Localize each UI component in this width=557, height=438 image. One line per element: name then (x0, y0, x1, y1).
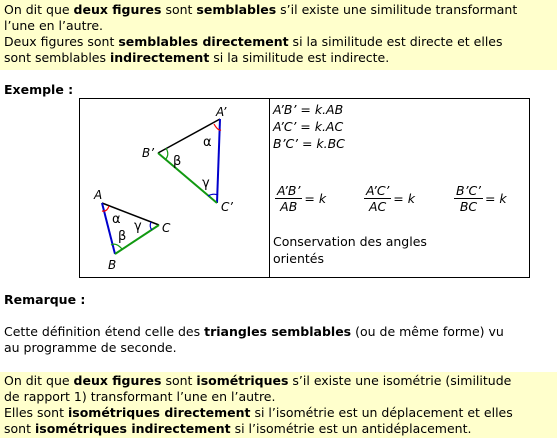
equation-ac: A’C’ = k.AC (273, 119, 344, 134)
definition-directement (4, 34, 553, 66)
fraction-rhs: = k (393, 191, 415, 206)
text: l’une en l’autre. (4, 18, 103, 33)
ratio-fractions (275, 183, 515, 223)
fraction-numerator: A’B’ (277, 183, 301, 198)
angle-gamma-2: γ (202, 176, 210, 191)
text: si la similitude est directe et elles (288, 34, 503, 49)
angle-beta: β (118, 229, 127, 244)
fraction-rhs: = k (304, 191, 327, 206)
isometrie-block (0, 372, 557, 438)
exemple-heading: Exemple : (4, 82, 74, 97)
text: si l’isométrie est un antidéplacement. (230, 421, 472, 436)
text: Elles sont (4, 405, 68, 420)
text: Deux figures sont (4, 34, 119, 49)
text: sont (4, 421, 35, 436)
term-semblables: semblables (196, 2, 277, 17)
text: au programme de seconde. (4, 340, 177, 355)
remarque-heading: Remarque : (4, 292, 86, 307)
angle-beta-2: β (173, 154, 182, 169)
text: si l’isométrie est un déplacement et elles (250, 405, 513, 420)
angle-alpha-2: α (203, 135, 212, 150)
definition-iso-directement (4, 405, 553, 437)
figure-cell (80, 99, 270, 278)
label-b: B (108, 258, 117, 272)
conservation-note (273, 233, 427, 267)
term-isometriques-directement: isométriques directement (67, 405, 251, 420)
equations-cell (270, 99, 530, 278)
text: On dit que (4, 373, 74, 388)
text: (ou de même forme) vu (351, 324, 504, 339)
term-isometriques: isométriques (196, 373, 289, 388)
definition-semblables (4, 2, 553, 34)
fraction-denominator: AC (369, 199, 387, 214)
text: Cette définition étend celle des (4, 324, 205, 339)
term-indirectement: indirectement (110, 50, 210, 65)
example-table (79, 98, 530, 278)
equation-bc: B’C’ = k.BC (273, 136, 345, 151)
label-a2: A’ (216, 105, 227, 119)
term-isometriques-indirectement: isométriques indirectement (34, 421, 231, 436)
text: de rapport 1) transformant l’une en l’autre. (4, 389, 276, 404)
fraction-ac (364, 183, 415, 214)
remarque-text (4, 324, 553, 356)
text: s’il existe une similitude transformant (276, 2, 518, 17)
text: si la similitude est indirecte. (209, 50, 390, 65)
text: sont (161, 2, 197, 17)
text: sont semblables (4, 50, 110, 65)
side-ac (102, 203, 159, 225)
fraction-ab (275, 183, 326, 214)
text: s’il existe une isométrie (similitude (288, 373, 512, 388)
term-semblables-directement: semblables directement (118, 34, 289, 49)
term-deux-figures: deux figures (73, 373, 162, 388)
term-triangles-semblables: triangles semblables (204, 324, 352, 339)
definition-block (0, 0, 557, 70)
label-c2: C’ (221, 200, 233, 214)
fraction-denominator: BC (459, 199, 478, 214)
side-a2c2 (217, 119, 220, 203)
fraction-numerator: B’C’ (456, 183, 481, 198)
label-a: A (94, 188, 103, 202)
fraction-numerator: A’C’ (366, 183, 390, 198)
text: sont (161, 373, 197, 388)
fraction-bc (454, 183, 507, 214)
angle-gamma: γ (134, 219, 142, 234)
angle-arc-c (150, 222, 152, 230)
text: Conservation des angles (273, 234, 427, 249)
label-c: C (162, 221, 171, 235)
triangles-figure (80, 99, 269, 274)
label-b2: B’ (142, 146, 155, 160)
text: On dit que (4, 2, 74, 17)
definition-isometriques (4, 373, 553, 405)
equation-ab: A’B’ = k.AB (273, 102, 344, 117)
text: orientés (273, 251, 324, 266)
fraction-rhs: = k (484, 191, 507, 206)
angle-alpha: α (112, 212, 121, 227)
term-deux-figures: deux figures (73, 2, 162, 17)
fraction-denominator: AB (280, 199, 298, 214)
